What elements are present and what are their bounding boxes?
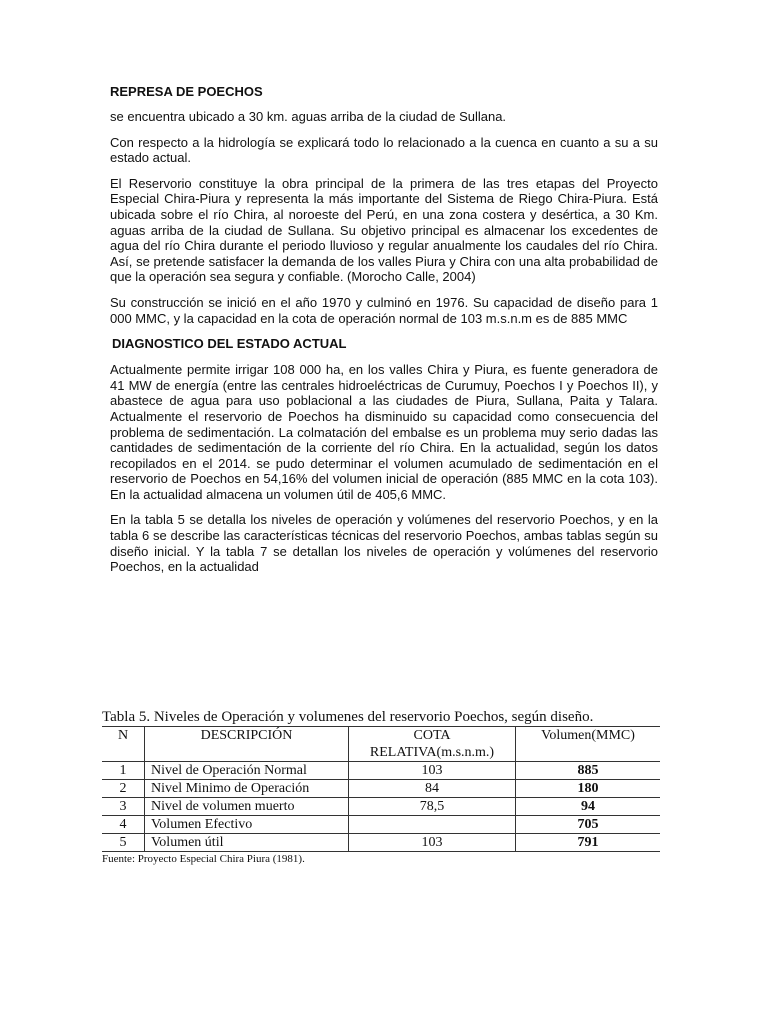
- cell-cota: 78,5: [349, 798, 516, 816]
- paragraph-construction: Su construcción se inició en el año 1970 y culminó en 1976. Su capacidad de diseño para 1 000 MMC, y la capacidad en la cota de operación normal de 103 m.s.n.m es de 885 MMC: [110, 294, 658, 326]
- cell-n: 1: [102, 762, 145, 780]
- cell-volumen: 885: [516, 762, 661, 780]
- cell-descripcion: Volumen Efectivo: [145, 816, 349, 834]
- header-descripcion: DESCRIPCIÓN: [145, 727, 349, 762]
- paragraph-reservoir: El Reservorio constituye la obra principal de la primera de las tres etapas del Proyecto Especial Chira-Piura y representa la más importante del Sistema de Riego Chira-Piura. Está ubicada sobre el río Chira, al noroeste del Perú, en una zona costera y desértica, a 30 Km. aguas arriba de la ciudad de Sullana. Su objetivo principal es almacenar los excedentes de agua del río Chira durante el periodo lluvioso y regular anualmente los caudales del río Chira. Así, se pretende satisfacer la demanda de los valles Piura y Chira con una alta probabilidad de que la operación sea segura y confiable. (Morocho Calle, 2004): [110, 175, 658, 285]
- cell-n: 4: [102, 816, 145, 834]
- cell-cota: 84: [349, 780, 516, 798]
- paragraph-current-state: Actualmente permite irrigar 108 000 ha, en los valles Chira y Piura, es fuente generadora de 41 MW de energía (entre las centrales hidroeléctricas de Curumuy, Poechos I y Poechos II), y abastece de agua para uso poblacional a las ciudades de Piura, Sullana, Paita y Talara. Actualmente el reservorio de Poechos ha disminuido su capacidad como consecuencia del problema de sedimentación. La colmatación del embalse es un problema muy serio dadas las cantidades de sedimentación de la corriente del río Chira. En la actualidad, según los datos recopilados en el 2014. se pudo determinar el volumen acumulado de sedimentación en el reservorio de Poechos en 54,16% del volumen inicial de operación (885 MMC en la cota 103). En la actualidad almacena un volumen útil de 405,6 MMC.: [110, 362, 658, 502]
- cell-n: 2: [102, 780, 145, 798]
- paragraph-location: se encuentra ubicado a 30 km. aguas arriba de la ciudad de Sullana.: [110, 109, 507, 124]
- table-row: [102, 816, 660, 834]
- table-row: [102, 762, 660, 780]
- table-row: [102, 834, 660, 852]
- header-volumen: Volumen(MMC): [516, 727, 661, 762]
- cell-volumen: 94: [516, 798, 661, 816]
- cell-descripcion: Nivel de Operación Normal: [145, 762, 349, 780]
- cell-descripcion: Volumen útil: [145, 834, 349, 852]
- table-row: [102, 780, 660, 798]
- cell-volumen: 180: [516, 780, 661, 798]
- table-source: Fuente: Proyecto Especial Chira Piura (1981).: [102, 853, 305, 865]
- table-5-block: [102, 708, 662, 866]
- table-header-row: [102, 727, 660, 762]
- header-cota-line1: COTA: [413, 728, 451, 743]
- cell-volumen: 705: [516, 816, 661, 834]
- paragraph-tables-intro: En la tabla 5 se detalla los niveles de operación y volúmenes del reservorio Poechos, y en la tabla 6 se describe las características técnicas del reservorio Poechos, ambas tablas según su diseño inicial. Y la tabla 7 se detallan los niveles de operación y volúmenes del reservorio Poechos, en la actualidad: [110, 512, 658, 575]
- cell-cota: 103: [349, 762, 516, 780]
- header-n: N: [102, 727, 145, 762]
- cell-descripcion: Nivel de volumen muerto: [145, 798, 349, 816]
- cell-descripcion: Nivel Minimo de Operación: [145, 780, 349, 798]
- cell-volumen: 791: [516, 834, 661, 852]
- section-title-represa: REPRESA DE POECHOS: [110, 84, 263, 99]
- cell-n: 5: [102, 834, 145, 852]
- cell-n: 3: [102, 798, 145, 816]
- paragraph-hydrology: Con respecto a la hidrología se explicará todo lo relacionado a la cuenca en cuanto a su a su estado actual.: [110, 134, 658, 166]
- header-cota-line2: RELATIVA(m.s.n.m.): [369, 745, 495, 760]
- table-caption: Tabla 5. Niveles de Operación y volumenes del reservorio Poechos, según diseño.: [102, 709, 594, 725]
- cell-cota: 103: [349, 834, 516, 852]
- header-cota: [349, 727, 516, 762]
- table-row: [102, 798, 660, 816]
- document-body: [110, 84, 658, 585]
- section-title-diagnostico: DIAGNOSTICO DEL ESTADO ACTUAL: [112, 336, 347, 352]
- levels-table: [102, 726, 660, 852]
- cell-cota: [349, 816, 516, 834]
